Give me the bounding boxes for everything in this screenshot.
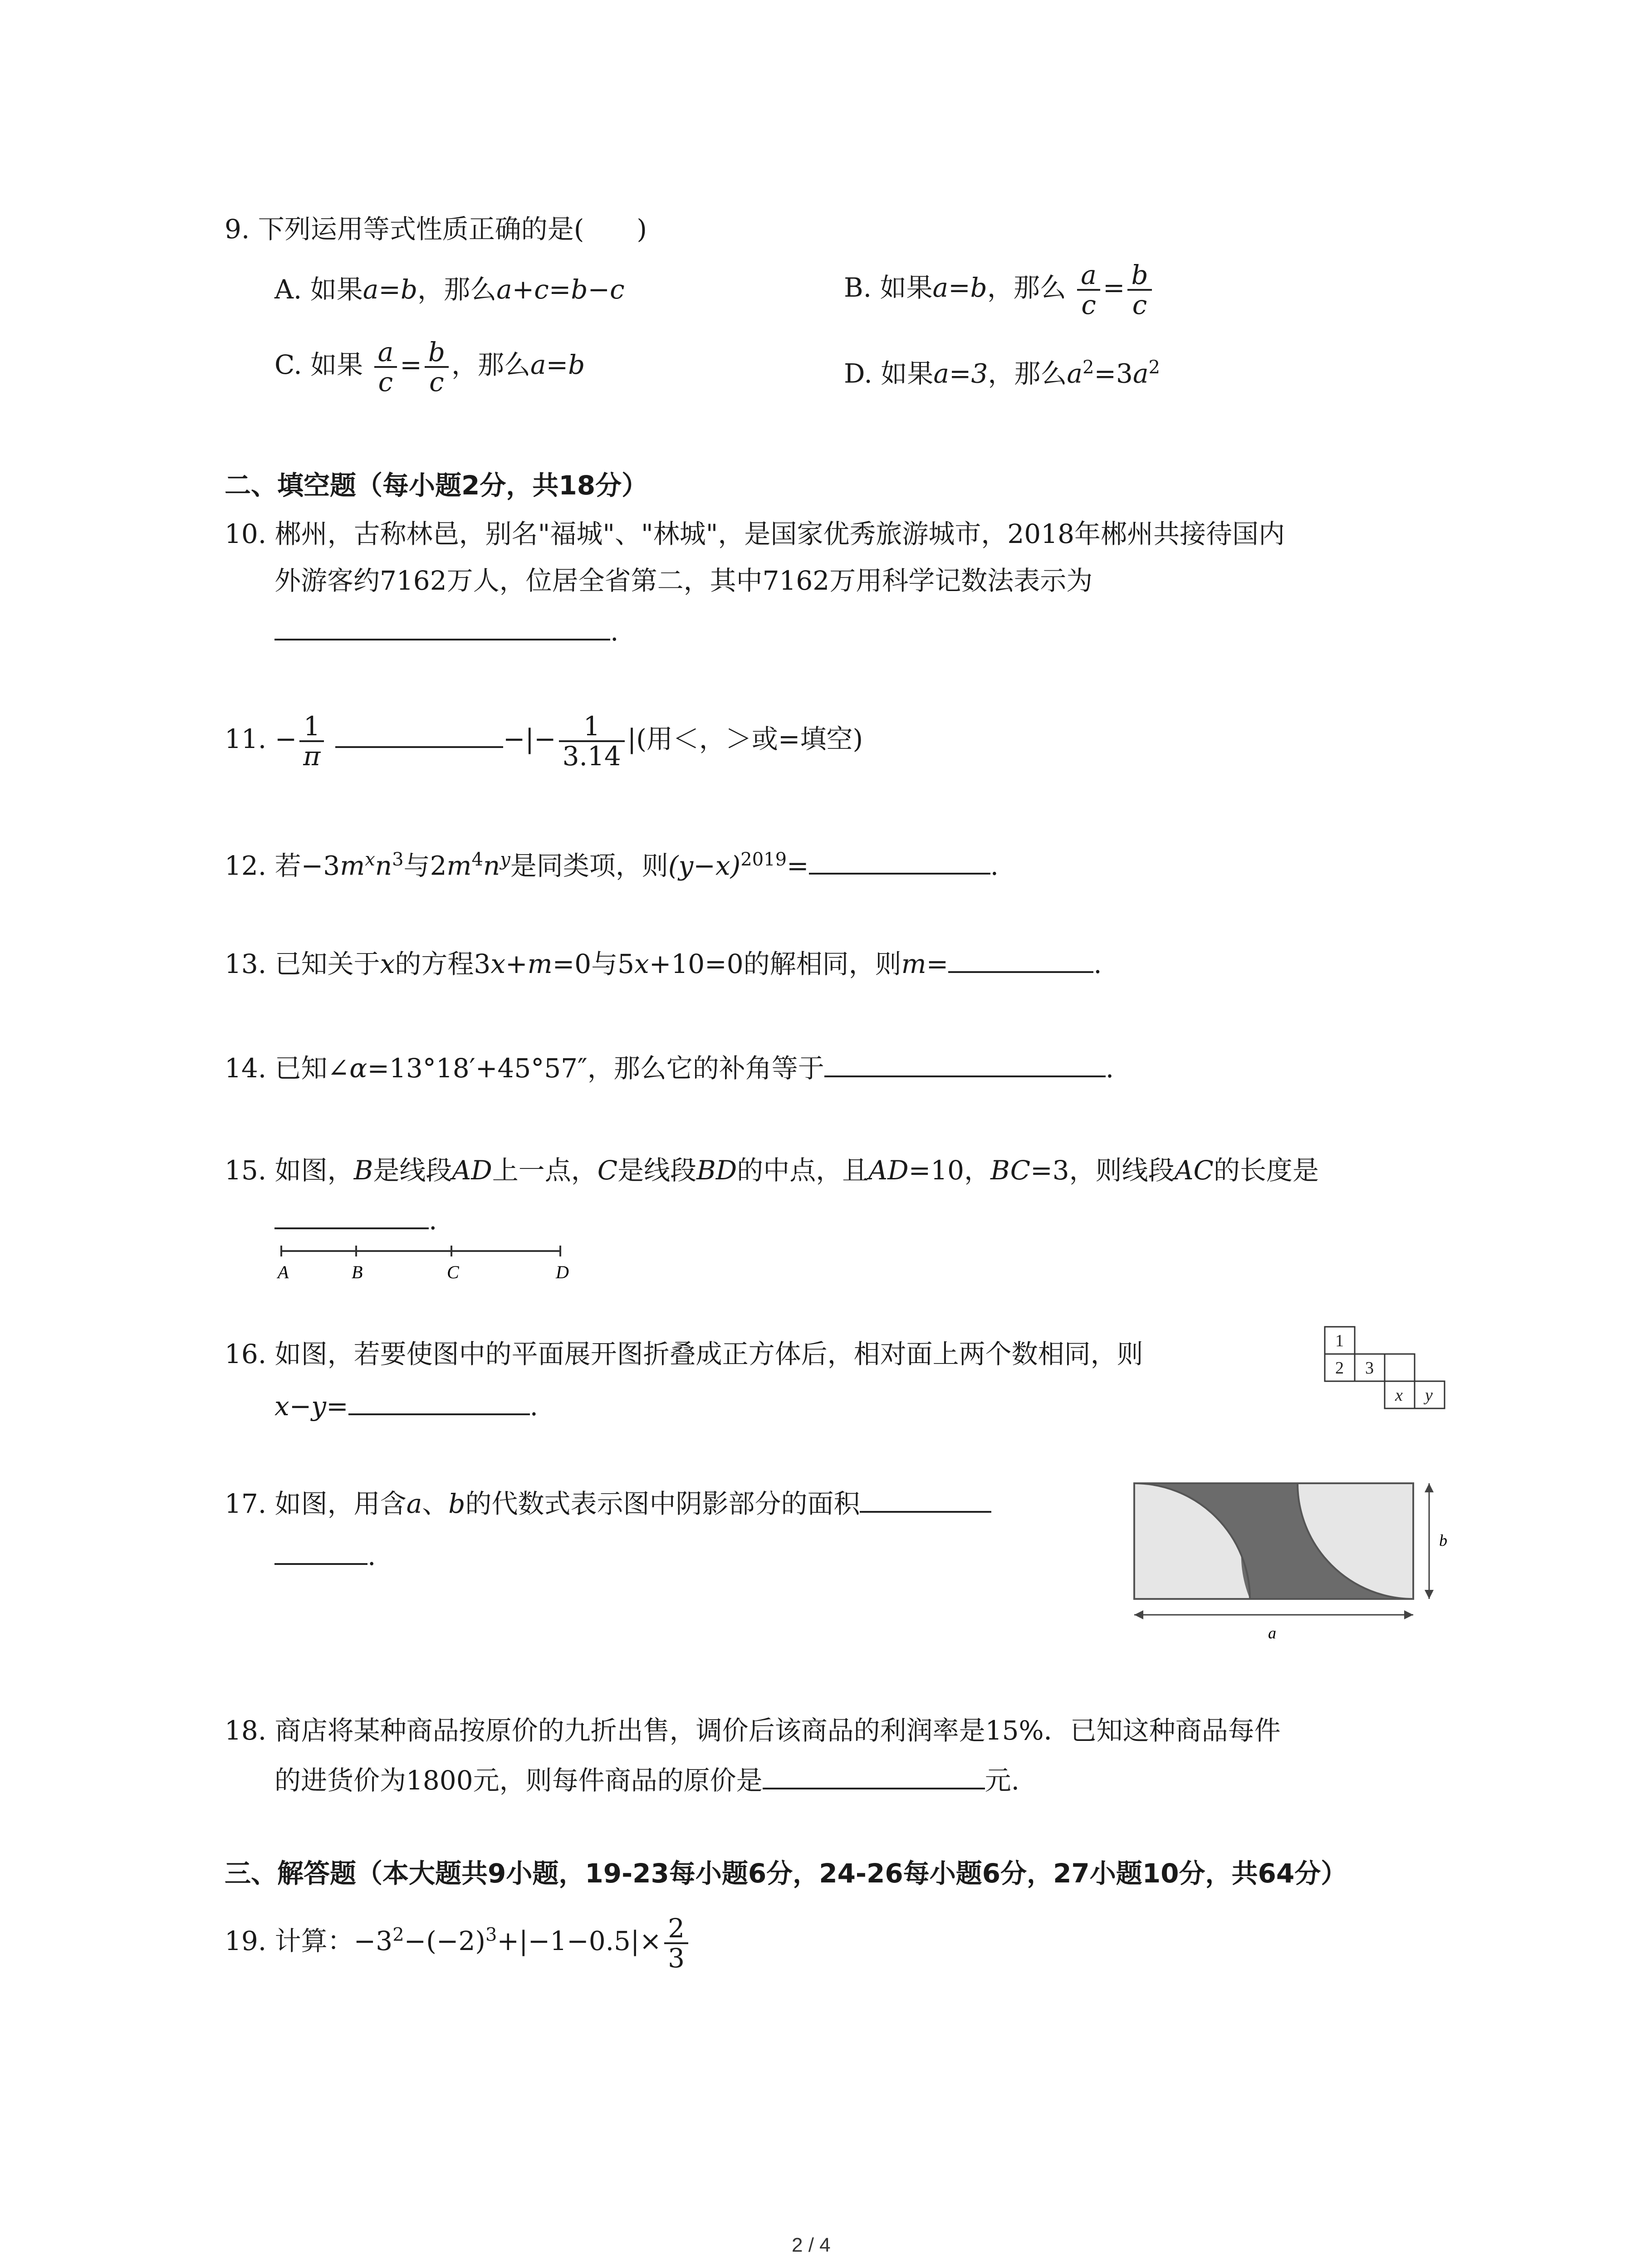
net-label-2: 2: [1335, 1359, 1344, 1378]
q15-line1: 15. 如图，B是线段AD上一点，C是线段BD的中点，且AD=10，BC=3，则线段AC的长度是: [225, 1155, 1319, 1186]
q14-line: 14. 已知∠α=13°18′+45°57″，那么它的补角等于 .: [225, 1053, 1114, 1084]
q10-line2: 外游客约7162万人，位居全省第二，其中7162万用科学记数法表示为: [274, 565, 1093, 596]
q9-option-c: C. 如果 $\frac{a}{c}$ = $\frac{b}{c}$ ，那么a=b: [274, 337, 585, 397]
q17-shaded-figure: [1116, 1470, 1461, 1674]
page-number: 2 / 4: [792, 2234, 831, 2256]
q10-line1: 10. 郴州，古称林邑，别名"福城"、"林城"，是国家优秀旅游城市，2018年郴州共接待国内: [225, 518, 1285, 549]
q17-blank[interactable]: [860, 1507, 991, 1513]
label-b: B: [352, 1262, 363, 1282]
q16-line2: x−y= .: [274, 1391, 539, 1422]
q16-blank[interactable]: [348, 1410, 530, 1415]
q11-line: 11. − $\frac{1}{\pi}$ −|− $\frac{1}{3.14}$ |(用＜，＞或=填空): [225, 711, 863, 772]
q18-line2: 的进货价为1800元，则每件商品的原价是 元.: [274, 1765, 1020, 1796]
net-label-1: 1: [1335, 1331, 1344, 1350]
q13-blank[interactable]: [948, 968, 1093, 973]
q12-blank[interactable]: [809, 869, 990, 875]
q9-option-a: A. 如果a=b，那么a+c=b−c: [274, 274, 625, 305]
q12-line: 12. 若$-3m^xn^3$与$2m^4n^y$是同类项，则$(y-x)^{2019}=$ .: [225, 849, 999, 881]
section-2-title: 二、填空题（每小题2分，共18分）: [225, 470, 648, 501]
q11-blank[interactable]: [335, 743, 503, 748]
q17-blank-cont[interactable]: [274, 1559, 367, 1565]
q16-cube-net-figure: [1323, 1325, 1454, 1424]
dim-b-label: b: [1439, 1531, 1447, 1549]
net-cell-blank: [1385, 1354, 1415, 1381]
net-label-y: y: [1425, 1386, 1433, 1405]
label-c: C: [447, 1262, 459, 1282]
q17-line2: .: [274, 1538, 376, 1574]
label-a: A: [278, 1262, 289, 1282]
q19-line: 19. 计算：$-3^2-(-2)^3+|-1-0.5|\times$ $\frac{2}{3}$: [225, 1914, 691, 1972]
q10-answer: .: [274, 613, 618, 650]
section-3-title: 三、解答题（本大题共9小题，19-23每小题6分，24-26每小题6分，27小题10分，共64分）: [225, 1858, 1347, 1889]
q9-option-b: B. 如果a=b，那么 $\frac{a}{c}$ = $\frac{b}{c}$: [844, 261, 1155, 319]
q15-blank[interactable]: [274, 1224, 429, 1229]
q18-line1: 18. 商店将某种商品按原价的九折出售，调价后该商品的利润率是15%．已知这种商品每件: [225, 1715, 1281, 1746]
dim-a-label: a: [1268, 1624, 1276, 1642]
q9-stem: 9. 下列运用等式性质正确的是( ): [225, 214, 647, 244]
q15-segment-figure: [272, 1234, 572, 1284]
net-label-x: x: [1395, 1386, 1403, 1405]
q17-line1: 17. 如图，用含a、b的代数式表示图中阴影部分的面积: [225, 1486, 991, 1522]
q10-blank[interactable]: [274, 635, 610, 640]
q15-answer: .: [274, 1202, 437, 1238]
q13-line: 13. 已知关于x的方程3x+m=0与5x+10=0的解相同，则m= .: [225, 948, 1102, 979]
q18-blank[interactable]: [763, 1784, 985, 1789]
q9-option-d: D. 如果a=3，那么$a^2=3a^2$: [844, 357, 1160, 389]
net-label-3: 3: [1365, 1359, 1374, 1378]
q16-line1: 16. 如图，若要使图中的平面展开图折叠成正方体后，相对面上两个数相同，则: [225, 1339, 1143, 1369]
label-d: D: [556, 1262, 569, 1282]
q14-blank[interactable]: [824, 1072, 1106, 1077]
